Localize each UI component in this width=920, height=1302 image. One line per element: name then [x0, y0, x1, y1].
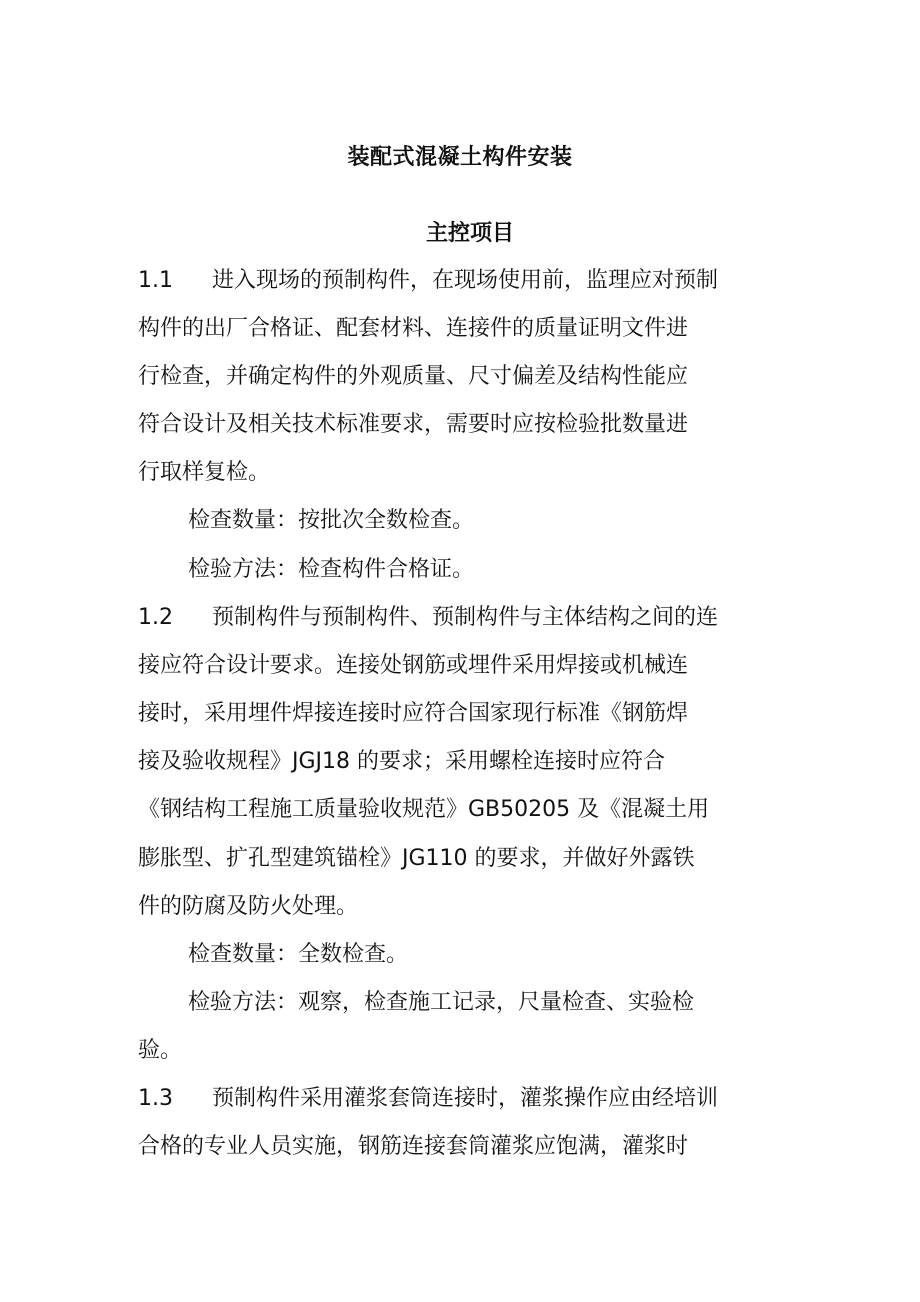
section-heading: 主控项目 [425, 221, 514, 246]
item-1-1-line-5: 行取样复检。 [138, 460, 271, 485]
item-1-2-method: 检验方法：观察，检查施工记录，尺量检查、实验检 [188, 990, 695, 1015]
item-number: 1.2 [138, 605, 173, 630]
item-1-2-line-4: 接及验收规程》JGJ18 的要求；采用螺栓连接时应符合 [138, 749, 666, 774]
item-1-2-line-5: 《钢结构工程施工质量验收规范》GB50205 及《混凝土用 [138, 797, 710, 822]
item-1-3-line-2: 合格的专业人员实施，钢筋连接套筒灌浆应饱满，灌浆时 [138, 1134, 689, 1159]
item-1-2-method-cont: 验。 [138, 1038, 183, 1063]
item-1-2-line-7: 件的防腐及防火处理。 [138, 894, 359, 919]
item-1-2-line-6: 膨胀型、扩孔型建筑锚栓》JG110 的要求，并做好外露铁 [138, 846, 695, 871]
item-1-2-line-1: 1.2 预制构件与预制构件、预制构件与主体结构之间的连 [138, 603, 718, 633]
item-1-2-line-2: 接应符合设计要求。连接处钢筋或埋件采用焊接或机械连 [138, 653, 689, 678]
item-number: 1.3 [138, 1086, 173, 1111]
item-1-1-line-4: 符合设计及相关技术标准要求，需要时应按检验批数量进 [138, 412, 689, 437]
item-number: 1.1 [138, 268, 173, 293]
item-1-2-quantity: 检查数量：全数检查。 [188, 942, 409, 967]
item-1-3-line-1: 1.3 预制构件采用灌浆套筒连接时，灌浆操作应由经培训 [138, 1084, 718, 1114]
item-1-1-method: 检验方法：检查构件合格证。 [188, 557, 475, 582]
item-1-1-line-1: 1.1 进入现场的预制构件，在现场使用前，监理应对预制 [138, 266, 718, 296]
item-1-1-line-2: 构件的出厂合格证、配套材料、连接件的质量证明文件进 [138, 316, 689, 341]
item-1-1-quantity: 检查数量：按批次全数检查。 [188, 508, 475, 533]
document-title: 装配式混凝土构件安装 [347, 145, 573, 170]
item-1-1-line-3: 行检查，并确定构件的外观质量、尺寸偏差及结构性能应 [138, 364, 689, 389]
item-1-2-line-3: 接时，采用埋件焊接连接时应符合国家现行标准《钢筋焊 [138, 701, 689, 726]
